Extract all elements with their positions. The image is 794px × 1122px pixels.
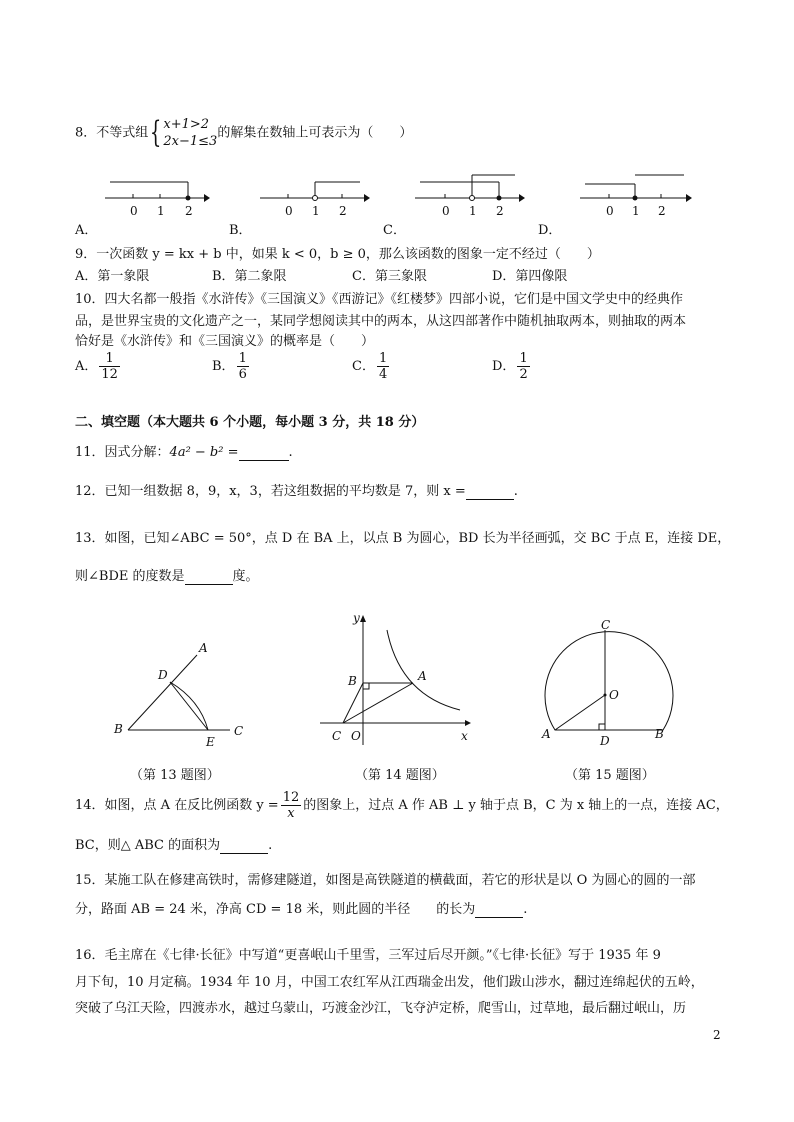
q9-option-a: A．第一象限 [75, 269, 150, 284]
number-line-a [100, 175, 210, 220]
q13-prefix: 则∠BDE 的度数是 [75, 569, 185, 584]
q11-prefix: 11．因式分解： [75, 445, 170, 460]
label-a: A [542, 727, 551, 741]
number-line-d [580, 170, 695, 220]
q11-expression: 4a² − b² = [169, 445, 239, 460]
q10-line-1: 10．四大名都一般指《水浒传》《三国演义》《西游记》《红楼梦》四部小说，它们是中国文学史中的经典作 [75, 292, 684, 307]
q10-line-3: 恰好是《水浒传》和《三国演义》的概率是（ ） [75, 334, 375, 349]
q8-option-c: C． [383, 223, 406, 238]
figure-13 [110, 635, 250, 750]
denominator: x [287, 806, 295, 821]
tick-1: 1 [157, 204, 165, 218]
label-b: B [348, 674, 357, 688]
q8-option-a: A． [75, 223, 98, 238]
q10-line-2: 品，是世界宝贵的文化遗产之一，某同学想阅读其中的两本，从这四部著作中随机抽取两本，则抽取的两本 [75, 314, 687, 329]
tick-2: 2 [658, 204, 666, 218]
answer-blank[interactable] [220, 838, 268, 854]
q15-line-2 [75, 898, 527, 918]
fraction [237, 351, 249, 382]
q12-prefix: 12．已知一组数据 8，9，x，3，若这组数据的平均数是 7，则 x = [75, 484, 466, 499]
tick-0: 0 [130, 204, 138, 218]
tick-0: 0 [606, 204, 614, 218]
answer-blank[interactable] [466, 484, 514, 500]
numerator: 1 [99, 351, 120, 367]
q11 [75, 441, 293, 461]
label-o: O [351, 729, 361, 743]
fraction [377, 351, 389, 382]
q10-option-c [352, 351, 391, 382]
label-d: D [158, 668, 168, 682]
figure-15 [538, 612, 678, 752]
ray-ba [128, 655, 197, 730]
numerator: 12 [282, 790, 300, 805]
tick-2: 2 [185, 204, 193, 218]
q14-prefix: 14．如图，点 A 在反比例函数 y = [75, 798, 279, 813]
number-line-b [260, 175, 370, 220]
inequality-1: x+1>2 [163, 117, 210, 132]
segment-ao [555, 695, 605, 730]
q13-suffix: 度。 [232, 569, 259, 584]
q14-suffix: 的图象上，过点 A 作 AB ⊥ y 轴于点 B，C 为 x 轴上的一点，连接 AC， [303, 798, 729, 813]
label-o: O [609, 688, 619, 702]
page-number: 2 [713, 1028, 721, 1042]
q9-stem: 9．一次函数 y = kx + b 中，如果 k < 0，b ≥ 0，那么该函数的图象一定不经过（ ） [75, 247, 600, 262]
q14-prefix-2: BC，则△ ABC 的面积为 [75, 838, 221, 853]
figure-14-caption: （第 14 题图） [355, 768, 445, 783]
section-2-title: 二、填空题（本大题共 6 个小题，每小题 3 分，共 18 分） [75, 415, 425, 430]
q12 [75, 480, 518, 500]
denominator: 6 [238, 367, 247, 382]
q8-stem [75, 116, 412, 150]
tick-0: 0 [285, 204, 293, 218]
q15-prefix: 分，路面 AB = 24 米，净高 CD = 18 米，则此圆的半径 的长为 [75, 902, 476, 917]
inequality-system [163, 116, 217, 150]
q14-suffix-2: . [268, 838, 273, 853]
number-line-c [415, 170, 525, 220]
q16-line-2: 月下旬，10 月定稿。1934 年 10 月，中国工农红军从江西瑞金出发，他们跋山涉水，翻过连绵起伏的五岭， [75, 975, 704, 990]
label-c: C [332, 729, 342, 743]
tick-1: 1 [469, 204, 477, 218]
denominator: 4 [378, 367, 388, 382]
q9-option-b: B．第二象限 [212, 269, 287, 284]
q8-prefix: 8．不等式组 [75, 125, 149, 141]
q16-line-1: 16．毛主席在《七律·长征》中写道“更喜岷山千里雪，三军过后尽开颜。”《七律·长征》写于 1935 年 9 [75, 948, 661, 963]
q15-suffix: . [523, 902, 528, 917]
q13-line-1: 13．如图，已知∠ABC = 50°，点 D 在 BA 上，以点 B 为圆心，BD 长为半径画弧，交 BC 于点 E，连接 DE， [75, 531, 731, 546]
figure-14 [315, 610, 475, 750]
q9-option-d: D．第四像限 [492, 269, 568, 284]
option-label: B． [212, 359, 235, 374]
label-c: C [601, 618, 611, 632]
q8-option-d: D． [538, 223, 562, 238]
fraction [99, 351, 120, 382]
label-c: C [234, 724, 244, 738]
q10-option-a [75, 351, 122, 382]
figure-13-caption: （第 13 题图） [130, 768, 220, 783]
q10-option-b [212, 351, 251, 382]
inequality-2: 2x−1≤3 [163, 134, 218, 149]
answer-blank[interactable] [475, 902, 523, 918]
label-y: y [353, 611, 360, 625]
q11-suffix: . [288, 445, 293, 460]
q14-line-2 [75, 834, 272, 854]
q8-option-b: B． [229, 223, 252, 238]
tick-1: 1 [312, 204, 320, 218]
segment-de [170, 682, 208, 730]
option-label: C． [352, 359, 375, 374]
q10-option-d [492, 351, 532, 382]
answer-blank[interactable] [239, 445, 289, 461]
tunnel-outline [545, 632, 673, 730]
q9-option-c: C．第三象限 [352, 269, 427, 284]
right-angle-mark [599, 724, 605, 730]
label-b: B [114, 722, 123, 736]
tick-2: 2 [496, 204, 504, 218]
label-a: A [418, 669, 427, 683]
tick-1: 1 [632, 204, 640, 218]
numerator: 1 [238, 351, 247, 366]
system-brace: { [150, 115, 162, 150]
fraction [517, 351, 529, 382]
q12-suffix: . [513, 484, 518, 499]
option-label: A． [75, 359, 98, 374]
denominator: 12 [101, 367, 118, 382]
option-label: D． [492, 359, 516, 374]
right-angle-mark [363, 683, 369, 689]
fraction [281, 790, 302, 821]
q8-suffix: 的解集在数轴上可表示为（ ） [217, 125, 413, 141]
numerator: 1 [519, 351, 528, 366]
figure-15-caption: （第 15 题图） [565, 768, 655, 783]
label-d: D [600, 734, 610, 748]
label-b: B [655, 727, 664, 741]
denominator: 2 [519, 367, 528, 382]
numerator: 1 [378, 351, 388, 366]
q16-line-3: 突破了乌江天险，四渡赤水，越过乌蒙山，巧渡金沙江，飞夺泸定桥，爬雪山，过草地，最后翻过岷山，历 [75, 1001, 687, 1016]
q15-line-1: 15．某施工队在修建高铁时，需修建隧道，如图是高铁隧道的横截面，若它的形状是以 O 为圆心的圆的一部 [75, 873, 696, 888]
tick-2: 2 [339, 204, 347, 218]
label-e: E [206, 735, 215, 749]
tick-0: 0 [442, 204, 450, 218]
q13-line-2 [75, 565, 259, 585]
q14-line-1 [75, 790, 729, 821]
answer-blank[interactable] [185, 569, 233, 585]
label-a: A [199, 641, 208, 655]
label-x: x [461, 729, 468, 743]
